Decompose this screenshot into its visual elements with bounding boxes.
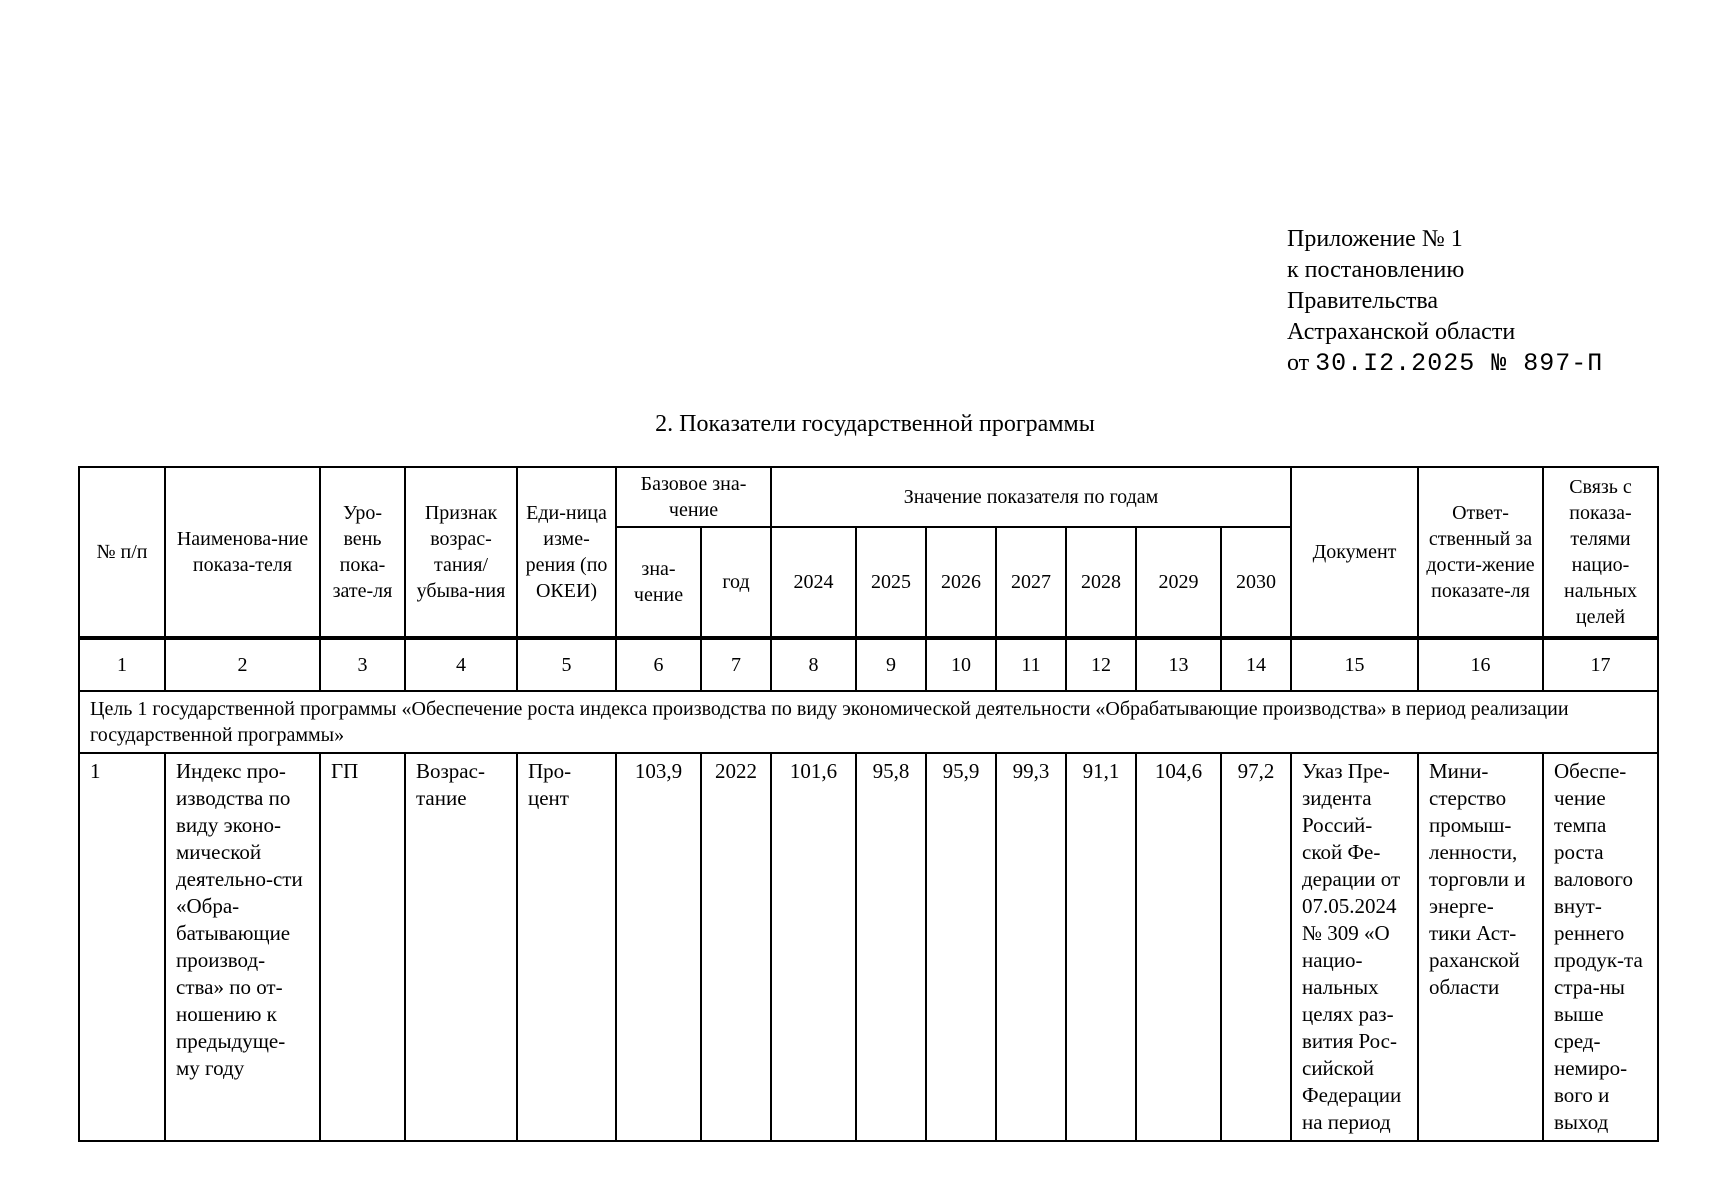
row-indicator-name: Индекс про-изводства по виду эконо-мической деятельно-сти «Обра-батывающие производ-ства» по от-ношению к предыдуще-му году [165, 753, 320, 1141]
appendix-line: Приложение № 1 [1287, 226, 1463, 252]
header-indicator-name: Наименова-ние показа-теля [165, 467, 320, 638]
header-unit: Еди-ница изме-рения (по ОКЕИ) [517, 467, 616, 638]
column-number: 3 [320, 638, 405, 691]
appendix-line: к постановлению [1287, 257, 1465, 283]
row-responsible: Мини-стерство промыш-ленности, торговли и энерге-тики Аст-раханской области [1418, 753, 1543, 1141]
column-number: 12 [1066, 638, 1136, 691]
header-number: № п/п [79, 467, 165, 638]
goal-text: Цель 1 государственной программы «Обеспечение роста индекса производства по виду экономической деятельности «Обрабатывающие производства» в период реализации государственной программы» [79, 691, 1658, 753]
row-number: 1 [79, 753, 165, 1141]
header-responsible: Ответ-ственный за дости-жение показате-ля [1418, 467, 1543, 638]
column-number: 11 [996, 638, 1066, 691]
section-title: 2. Показатели государственной программы [655, 411, 1095, 437]
row-value: 91,1 [1066, 753, 1136, 1141]
header-year: 2028 [1066, 527, 1136, 638]
header-year: 2026 [926, 527, 996, 638]
appendix-block [1287, 224, 1603, 379]
row-level: ГП [320, 753, 405, 1141]
column-number: 4 [405, 638, 517, 691]
appendix-date-line [1287, 348, 1603, 379]
header-trend: Признак возрас-тания/ убыва-ния [405, 467, 517, 638]
table-row [79, 753, 1658, 1141]
indicators-table [78, 466, 1659, 1142]
appendix-line: Правительства [1287, 288, 1439, 314]
header-row [79, 467, 1658, 527]
header-base-year: год [701, 527, 771, 638]
column-number: 13 [1136, 638, 1221, 691]
header-level: Уро-вень пока-зате-ля [320, 467, 405, 638]
header-base-value: зна-чение [616, 527, 701, 638]
column-number: 8 [771, 638, 856, 691]
row-value: 95,9 [926, 753, 996, 1141]
header-year: 2025 [856, 527, 926, 638]
header-national-goals-link: Связь с показа-телями нацио-нальных целей [1543, 467, 1658, 638]
column-number: 14 [1221, 638, 1291, 691]
goal-row [79, 691, 1658, 753]
row-base-value: 103,9 [616, 753, 701, 1141]
column-number: 1 [79, 638, 165, 691]
header-year: 2030 [1221, 527, 1291, 638]
header-year: 2027 [996, 527, 1066, 638]
header-year: 2024 [771, 527, 856, 638]
row-document: Указ Пре-зидента Россий-ской Фе-дерации от 07.05.2024 № 309 «О нацио-нальных целях раз-вития Рос-сийской Федерации на период [1291, 753, 1418, 1141]
column-number: 6 [616, 638, 701, 691]
row-value: 95,8 [856, 753, 926, 1141]
column-number: 15 [1291, 638, 1418, 691]
row-value: 101,6 [771, 753, 856, 1141]
header-years-group: Значение показателя по годам [771, 467, 1291, 527]
appendix-date-stamp: 30.I2.2025 № 897-П [1315, 349, 1604, 378]
appendix-date-prefix: от [1287, 350, 1316, 376]
row-national-goals-link: Обеспе-чение темпа роста валового внут-реннего продук-та стра-ны выше сред-немиро-вого и выход [1543, 753, 1658, 1141]
row-unit: Про-цент [517, 753, 616, 1141]
header-base-group: Базовое зна-чение [616, 467, 771, 527]
column-number: 7 [701, 638, 771, 691]
column-number-row [79, 638, 1658, 691]
row-value: 99,3 [996, 753, 1066, 1141]
header-year: 2029 [1136, 527, 1221, 638]
row-base-year: 2022 [701, 753, 771, 1141]
column-number: 16 [1418, 638, 1543, 691]
header-document: Документ [1291, 467, 1418, 638]
appendix-line: Астраханской области [1287, 319, 1516, 345]
row-trend: Возрас-тание [405, 753, 517, 1141]
column-number: 2 [165, 638, 320, 691]
column-number: 9 [856, 638, 926, 691]
row-value: 97,2 [1221, 753, 1291, 1141]
row-value: 104,6 [1136, 753, 1221, 1141]
column-number: 17 [1543, 638, 1658, 691]
column-number: 5 [517, 638, 616, 691]
column-number: 10 [926, 638, 996, 691]
